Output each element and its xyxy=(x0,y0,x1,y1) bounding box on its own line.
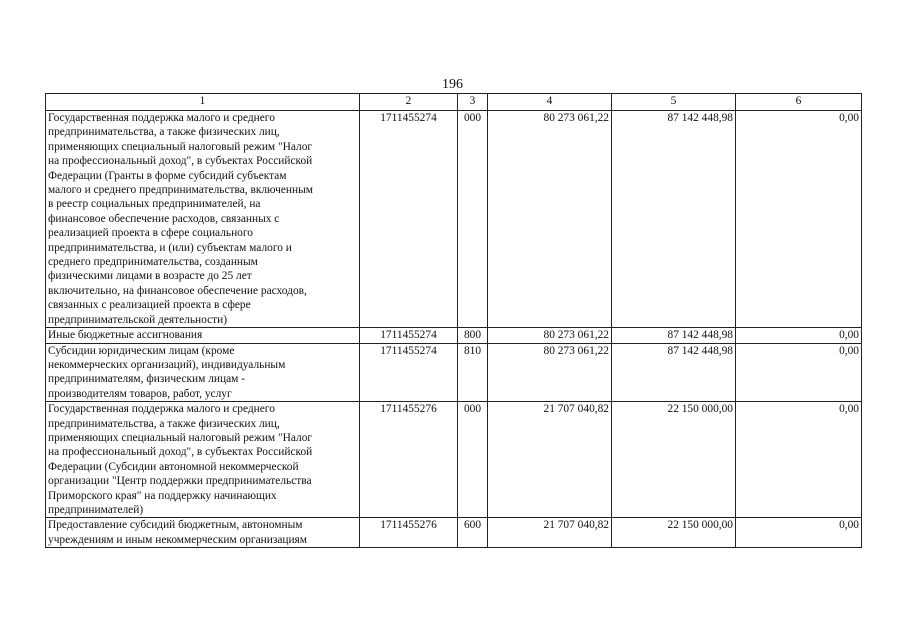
row-value-col4: 21 707 040,82 xyxy=(488,402,612,518)
row-code-cell: 1711455274 xyxy=(360,328,458,343)
row-name-cell xyxy=(46,343,360,402)
row-name-line: Федерации (Субсидии автономной некоммерческой xyxy=(48,460,299,473)
table-row xyxy=(46,518,862,548)
header-col-3: 3 xyxy=(458,94,488,111)
row-name-line: предпринимательства, и (или) субъектам малого и xyxy=(48,241,292,254)
row-name-line: в реестр социальных предпринимателей, на xyxy=(48,198,261,211)
row-name-cell xyxy=(46,328,360,343)
row-name-line: связанных с реализацией проекта в сфере xyxy=(48,299,251,312)
budget-table xyxy=(45,93,862,548)
row-code-cell: 1711455274 xyxy=(360,111,458,328)
header-col-5: 5 xyxy=(612,94,736,111)
row-name-line: предпринимательской деятельности) xyxy=(48,313,228,326)
table-row xyxy=(46,328,862,343)
row-value-col4: 21 707 040,82 xyxy=(488,518,612,548)
row-value-col4: 80 273 061,22 xyxy=(488,328,612,343)
row-name-line: применяющих специальный налоговый режим "Налог xyxy=(48,140,313,153)
row-value-col5: 87 142 448,98 xyxy=(612,111,736,328)
row-name-cell xyxy=(46,111,360,328)
row-name-line: предпринимательства, а также физических лиц, xyxy=(48,126,280,139)
row-value-col5: 22 150 000,00 xyxy=(612,402,736,518)
row-name-line: предпринимателям, физическим лицам - xyxy=(48,373,245,386)
row-name-line: включительно, на финансовое обеспечение расходов, xyxy=(48,284,307,297)
row-name-line: малого и среднего предпринимательства, включенным xyxy=(48,184,313,197)
row-name-cell xyxy=(46,518,360,548)
row-name-line: учреждениям и иным некоммерческим организациям xyxy=(48,533,308,546)
row-name-line: реализацией проекта в сфере социального xyxy=(48,227,253,240)
header-col-1: 1 xyxy=(46,94,360,111)
header-row xyxy=(46,94,862,111)
row-value-col6: 0,00 xyxy=(736,111,862,328)
row-name-line: Федерации (Гранты в форме субсидий субъектам xyxy=(48,169,287,182)
header-col-2: 2 xyxy=(360,94,458,111)
row-value-col4: 80 273 061,22 xyxy=(488,111,612,328)
row-value-col4: 80 273 061,22 xyxy=(488,343,612,402)
row-type-cell: 810 xyxy=(458,343,488,402)
row-name-line: предпринимательства, а также физических лиц, xyxy=(48,417,280,430)
row-name-line: среднего предпринимательства, созданным xyxy=(48,256,258,269)
header-col-4: 4 xyxy=(488,94,612,111)
row-name-line: Государственная поддержка малого и среднего xyxy=(48,403,275,416)
row-code-cell: 1711455276 xyxy=(360,518,458,548)
row-name-line: Приморского края" на поддержку начинающих xyxy=(48,489,277,502)
table-row xyxy=(46,111,862,328)
row-name-line: физическими лицами в возрасте до 25 лет xyxy=(48,270,252,283)
row-type-cell: 000 xyxy=(458,402,488,518)
row-name-line: предпринимателей) xyxy=(48,503,144,516)
row-name-line: некоммерческих организаций), индивидуальным xyxy=(48,358,286,371)
row-value-col5: 87 142 448,98 xyxy=(612,343,736,402)
row-name-line: производителям товаров, работ, услуг xyxy=(48,387,232,400)
row-type-cell: 800 xyxy=(458,328,488,343)
row-code-cell: 1711455276 xyxy=(360,402,458,518)
row-name-line: на профессиональный доход", в субъектах Российской xyxy=(48,446,313,459)
row-value-col6: 0,00 xyxy=(736,402,862,518)
header-col-6: 6 xyxy=(736,94,862,111)
row-value-col6: 0,00 xyxy=(736,328,862,343)
row-name-line: применяющих специальный налоговый режим "Налог xyxy=(48,431,313,444)
row-value-col6: 0,00 xyxy=(736,518,862,548)
row-code-cell: 1711455274 xyxy=(360,343,458,402)
row-name-line: на профессиональный доход", в субъектах Российской xyxy=(48,155,313,168)
row-name-line: Иные бюджетные ассигнования xyxy=(48,329,203,342)
row-name-line: финансовое обеспечение расходов, связанных с xyxy=(48,212,280,225)
row-value-col5: 22 150 000,00 xyxy=(612,518,736,548)
row-name-line: организации "Центр поддержки предпринимательства xyxy=(48,475,312,488)
row-name-cell xyxy=(46,402,360,518)
row-type-cell: 600 xyxy=(458,518,488,548)
row-value-col5: 87 142 448,98 xyxy=(612,328,736,343)
page-number: 196 xyxy=(442,77,463,92)
row-type-cell: 000 xyxy=(458,111,488,328)
row-name-line: Субсидии юридическим лицам (кроме xyxy=(48,344,235,357)
row-name-line: Предоставление субсидий бюджетным, автономным xyxy=(48,519,303,532)
table-row xyxy=(46,343,862,402)
table-row xyxy=(46,402,862,518)
row-value-col6: 0,00 xyxy=(736,343,862,402)
row-name-line: Государственная поддержка малого и среднего xyxy=(48,112,275,124)
